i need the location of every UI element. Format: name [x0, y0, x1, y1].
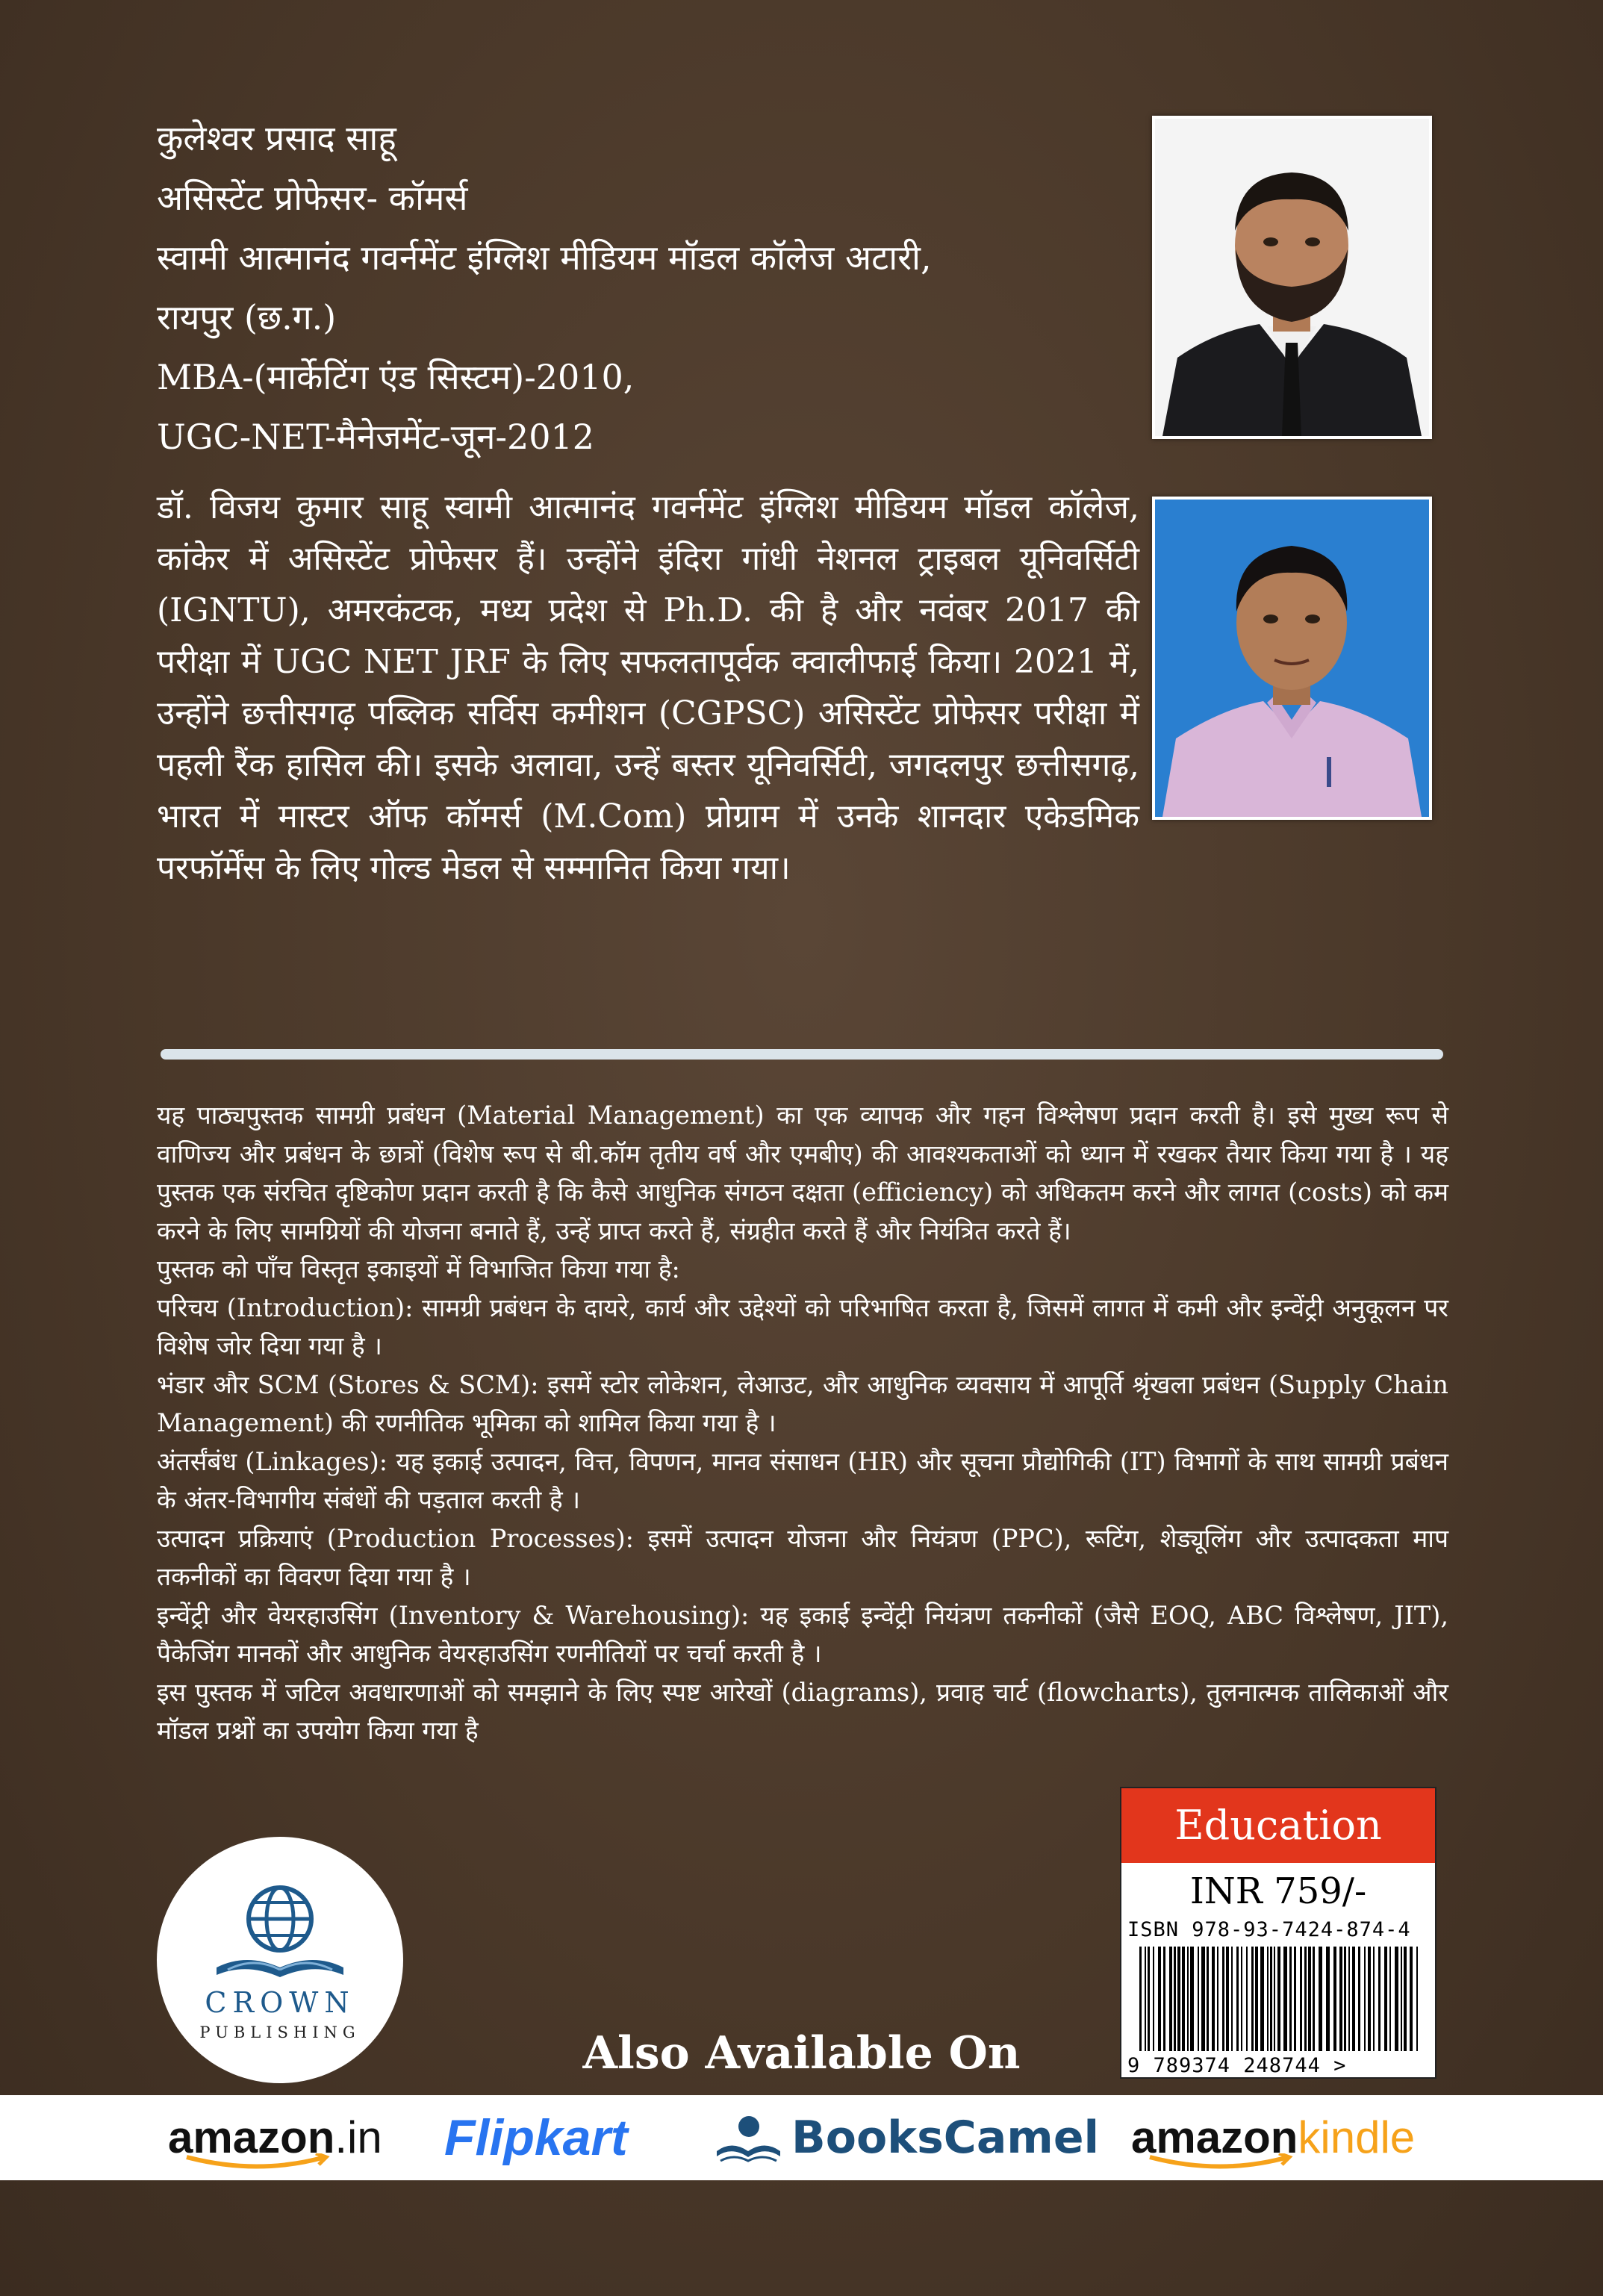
author2-bio-block — [157, 482, 1441, 894]
description-units-heading: पुस्तक को पाँच विस्तृत इकाइयों में विभाजित किया गया है: — [157, 1254, 680, 1284]
book-description — [157, 1096, 1448, 1750]
description-unit-5: इन्वेंट्री और वेयरहाउसिंग (Inventory & Warehousing): यह इकाई इन्वेंट्री नियंत्रण तकनीकों (जैसे EOQ, ABC विश्लेषण, JIT), पैकेजिंग मानकों और आधुनिक वेयरहाउसिंग रणनीतियों पर चर्चा करती है । — [157, 1600, 1448, 1668]
author1-city: रायपुर (छ.ग.) — [157, 297, 337, 337]
amazon-smile-icon — [183, 2153, 332, 2171]
author1-college: स्वामी आत्मानंद गवर्नमेंट इंग्लिश मीडियम मॉडल कॉलेज अटारी, — [157, 237, 932, 278]
description-unit-1: परिचय (Introduction): सामग्री प्रबंधन के दायरे, कार्य और उद्देश्यों को परिभाषित करता है, जिसमें लागत में कमी और इन्वेंट्री अनुकूलन पर विशेष जोर दिया गया है । — [157, 1292, 1448, 1360]
kindle-amazon-word: amazon — [1131, 2112, 1298, 2162]
category-label: Education — [1121, 1788, 1435, 1863]
author2-bio: डॉ. विजय कुमार साहू स्वामी आत्मानंद गवर्नमेंट इंग्लिश मीडियम मॉडल कॉलेज, कांकेर में असिस्टेंट प्रोफेसर हैं। उन्होंने इंदिरा गांधी नेशनल ट्राइबल यूनिवर्सिटी (IGNTU), अमरकंटक, मध्य प्रदेश से Ph.D. की है और नवंबर 2017 की परीक्षा में UGC NET JRF के लिए सफलतापूर्वक क्वालीफाई किया। 2021 में, उन्होंने छत्तीसगढ़ पब्लिक सर्विस कमीशन (CGPSC) असिस्टेंट प्रोफेसर परीक्षा में पहली रैंक हासिल की। इसके अलावा, उन्हें बस्तर यूनिवर्सिटी, जगदलपुर छत्तीसगढ़, भारत में मास्टर ऑफ कॉमर्स (M.Com) प्रोग्राम में उनके शानदार एकेडमिक परफॉर्मेंस के लिए गोल्ड मेडल से सम्मानित किया गया। — [157, 488, 1139, 887]
description-closing: इस पुस्तक में जटिल अवधारणाओं को समझाने के लिए स्पष्ट आरेखों (diagrams), प्रवाह चार्ट (flowcharts), तुलनात्मक तालिकाओं और मॉडल प्रश्नों का उपयोग किया गया है — [157, 1677, 1448, 1745]
store-logos-strip — [0, 2095, 1603, 2180]
author1-designation: असिस्टेंट प्रोफेसर- कॉमर्स — [157, 178, 468, 218]
photo-wrap-spacer — [1157, 482, 1441, 821]
amazon-smile-icon — [1146, 2153, 1295, 2171]
description-intro: यह पाठ्यपुस्तक सामग्री प्रबंधन (Material Management) का एक व्यापक और गहन विश्लेषण प्रदान करती है। इसे मुख्य रूप से वाणिज्य और प्रबंधन के छात्रों (विशेष रूप से बी.कॉम तृतीय वर्ष और एमबीए) की आवश्यकताओं को ध्यान में रखकर तैयार किया गया है । यह पुस्तक एक संरचित दृष्टिकोण प्रदान करती है कि कैसे आधुनिक संगठन दक्षता (efficiency) को अधिकतम करने और लागत (costs) को कम करने के लिए सामग्रियों की योजना बनाते हैं, उन्हें प्राप्त करते हैं, संग्रहीत करते हैं और नियंत्रित करते हैं। — [157, 1101, 1448, 1245]
publisher-name: CROWN — [205, 1986, 355, 2019]
amazon-kindle-logo[interactable] — [1131, 2095, 1415, 2180]
author1-name: कुलेश्वर प्रसाद साहू — [157, 118, 396, 158]
author1-photo — [1152, 116, 1432, 439]
bookscamel-text: BooksCamel — [791, 2112, 1100, 2164]
also-available-heading: Also Available On — [582, 2027, 1021, 2079]
description-unit-2: भंडार और SCM (Stores & SCM): इसमें स्टोर लोकेशन, लेआउट, और आधुनिक व्यवसाय में आपूर्ति श्रृंखला प्रबंधन (Supply Chain Management) की रणनीतिक भूमिका को शामिल किया गया है । — [157, 1369, 1448, 1437]
section-divider — [161, 1049, 1443, 1060]
isbn-label: ISBN 978-93-7424-874-4 — [1127, 1918, 1411, 1941]
description-unit-3: अंतर्संबंध (Linkages): यह इकाई उत्पादन, वित्त, विपणन, मानव संसाधन (HR) और सूचना प्रौद्योगिकी (IT) विभागों के साथ सामग्री प्रबंधन के अंतर-विभागीय संबंधों की पड़ताल करती है । — [157, 1446, 1448, 1514]
bookscamel-logo[interactable] — [713, 2095, 1100, 2180]
open-book-icon — [713, 2110, 784, 2170]
kindle-word: kindle — [1298, 2112, 1416, 2162]
amazon-in-word: amazon — [168, 2112, 335, 2162]
price-label: INR 759/- — [1189, 1870, 1367, 1912]
flipkart-logo[interactable]: Flipkart — [444, 2109, 628, 2166]
publisher-sub: PUBLISHING — [199, 2023, 361, 2041]
isbn-digits: 9 789374 248744 > — [1127, 2054, 1347, 2077]
amazon-in-suffix: .in — [334, 2112, 382, 2162]
author1-degree: MBA-(मार्केटिंग एंड सिस्टम)-2010, — [157, 357, 635, 397]
author1-details — [157, 108, 1120, 467]
amazon-in-logo[interactable] — [168, 2095, 382, 2180]
description-unit-4: उत्पादन प्रक्रियाएं (Production Processes): इसमें उत्पादन योजना और नियंत्रण (PPC), रूटिंग, शेड्यूलिंग और उत्पादकता माप तकनीकों का विवरण दिया गया है । — [157, 1523, 1448, 1591]
author1-net: UGC-NET-मैनेजमेंट-जून-2012 — [157, 417, 595, 457]
